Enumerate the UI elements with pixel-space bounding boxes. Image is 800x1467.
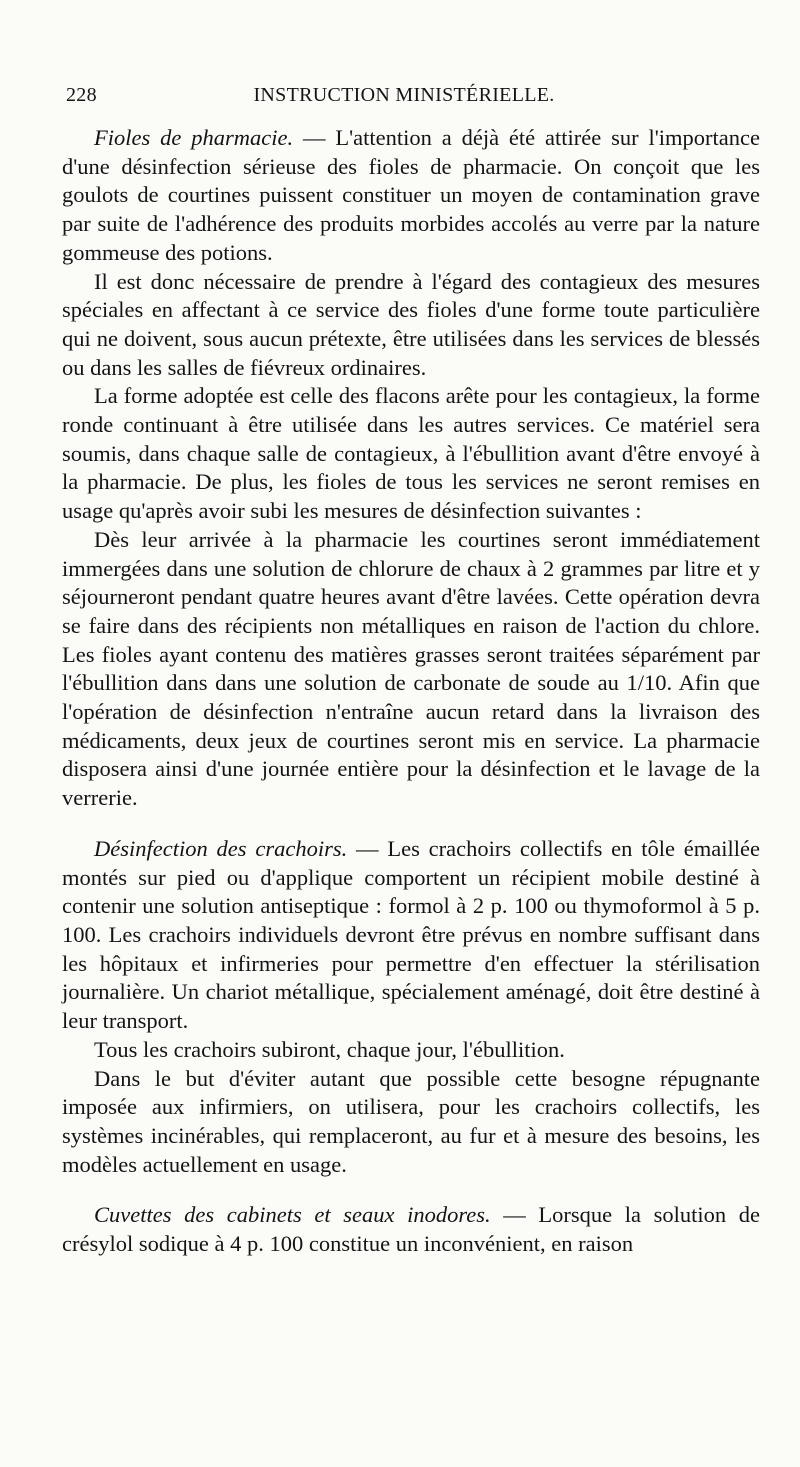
section-heading: Désinfection des crachoirs. bbox=[94, 835, 348, 861]
section-heading: Fioles de pharmacie. bbox=[94, 125, 294, 150]
paragraph: La forme adoptée est celle des flacons arête pour les contagieux, la forme ronde continuant à être utilisée dans les autres services. Ce matériel sera soumis, dans chaque salle de contagieux, à l'ébullition avant d'être envoyé à la pharmacie. De plus, les fioles de tous les services ne seront remises en usage qu'après avoir subi les mesures de désinfection suivantes : bbox=[62, 383, 760, 524]
paragraph: Tous les crachoirs subiront, chaque jour, l'ébullition. bbox=[94, 1036, 565, 1062]
running-header bbox=[66, 84, 742, 118]
section-paragraph: Fioles de pharmacie. — L'attention a déjà été attirée sur l'importance d'une désinfection sérieuse des fioles de pharmacie. On conçoit que les goulots de courtines puissent constituer un moyen de contamination grave par suite de l'adhérence des produits morbides accolés au verre par la nature gommeuse des potions. bbox=[62, 125, 760, 265]
page-number: 228 bbox=[66, 84, 97, 106]
section-paragraph: Désinfection des crachoirs. — Les crachoirs collectifs en tôle émaillée montés sur pied ou d'applique comportent un récipient mobile destiné à contenir une solution antiseptique : formol à 2 p. 100 ou thymoformol à 5 p. 100. Les crachoirs individuels devront être prévus en nombre suffisant dans les hôpitaux et infirmeries pour permettre d'en effectuer la stérilisation journalière. Un chariot métallique, spécialement aménagé, doit être destiné à leur transport. bbox=[62, 835, 760, 1034]
paragraph: Dès leur arrivée à la pharmacie les courtines seront immédiatement immergées dans une solution de chlorure de chaux à 2 grammes par litre et y séjourneront pendant quatre heures avant d'être lavées. Cette opération devra se faire dans des récipients non métalliques en raison de l'action du chlore. Les fioles ayant contenu des matières grasses seront traitées séparément par l'ébullition dans dans une solution de carbonate de soude au 1/10. Afin que l'opération de désinfection n'entraîne aucun retard dans la livraison des médicaments, deux jeux de courtines seront mis en service. La pharmacie disposera ainsi d'une journée entière pour la désinfection et le lavage de la verrerie. bbox=[62, 526, 760, 811]
running-title: INSTRUCTION MINISTÉRIELLE. bbox=[253, 84, 555, 106]
section-paragraph: Cuvettes des cabinets et seaux inodores. — Lorsque la solution de crésylol sodique à 4 p. 100 constitue un inconvénient, en raison bbox=[62, 1202, 760, 1257]
paragraph: Il est donc nécessaire de prendre à l'égard des contagieux des mesures spéciales en affectant à ce service des fioles d'une forme toute particulière qui ne doivent, sous aucun prétexte, être utilisées dans les services de blessés ou dans les salles de fiévreux ordinaires. bbox=[62, 268, 760, 380]
page-body bbox=[62, 124, 760, 1259]
paragraph: Dans le but d'éviter autant que possible cette besogne répugnante imposée aux infirmiers, on utilisera, pour les crachoirs collectifs, les systèmes incinérables, qui remplaceront, au fur et à mesure des besoins, les modèles actuellement en usage. bbox=[62, 1065, 760, 1177]
section-heading: Cuvettes des cabinets et seaux inodores. bbox=[94, 1202, 491, 1228]
